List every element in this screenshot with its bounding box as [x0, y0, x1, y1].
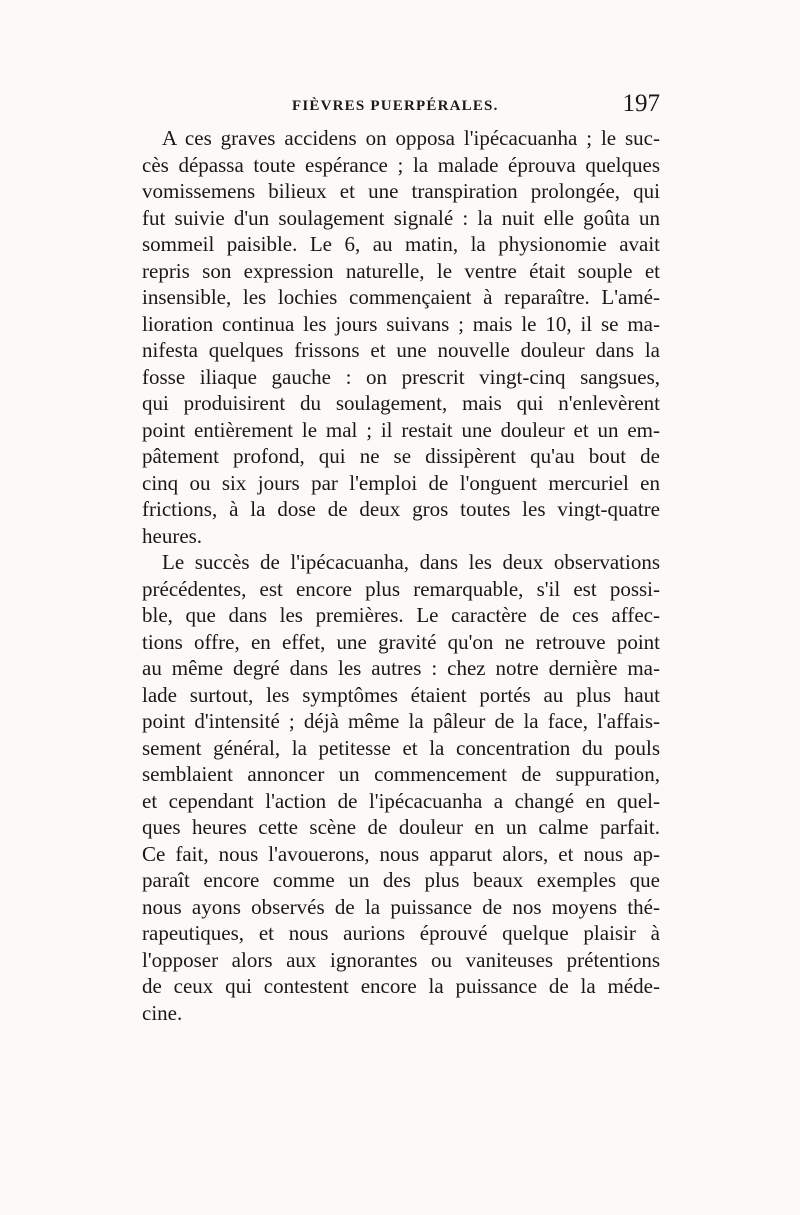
body-text: [142, 125, 660, 1026]
page-number: 197: [622, 90, 660, 117]
text-line: heures.: [142, 523, 203, 548]
text-line: Le succès de l'ipécacuanha, dans les deux observations: [162, 550, 660, 574]
text-line: nous ayons observés de la puissance de nos moyens thé-: [142, 894, 660, 919]
text-line: Ce fait, nous l'avouerons, nous apparut alors, et nous ap-: [142, 841, 660, 866]
text-line: au même degré dans les autres : chez notre dernière ma-: [142, 656, 660, 680]
text-line: rapeutiques, et nous aurions éprouvé quelque plaisir à: [142, 921, 660, 945]
paragraph-2: [142, 549, 660, 1026]
text-line: précédentes, est encore plus remarquable, s'il est possi-: [142, 576, 660, 601]
text-line: cinq ou six jours par l'emploi de l'onguent mercuriel en: [142, 470, 660, 495]
text-line: nifesta quelques frissons et une nouvelle douleur dans la: [142, 338, 660, 362]
text-line: semblaient annoncer un commencement de suppuration,: [142, 762, 660, 786]
text-line: lade surtout, les symptômes étaient portés au plus haut: [142, 682, 660, 707]
text-line: paraît encore comme un des plus beaux exemples que: [142, 868, 660, 892]
text-line: l'opposer alors aux ignorantes ou vaniteuses prétentions: [142, 947, 660, 972]
text-line: lioration continua les jours suivans ; mais le 10, il se ma-: [142, 311, 660, 336]
text-line: cine.: [142, 1000, 183, 1025]
text-line: point d'intensité ; déjà même la pâleur de la face, l'affais-: [142, 709, 660, 733]
text-line: pâtement profond, qui ne se dissipèrent qu'au bout de: [142, 444, 660, 468]
text-line: cès dépassa toute espérance ; la malade éprouva quelques: [142, 152, 660, 177]
text-line: tions offre, en effet, une gravité qu'on ne retrouve point: [142, 629, 660, 654]
running-title: FIÈVRES PUERPÉRALES.: [292, 98, 499, 114]
text-line: fosse iliaque gauche : on prescrit vingt-cinq sangsues,: [142, 364, 660, 389]
text-line: et cependant l'action de l'ipécacuanha a changé en quel-: [142, 788, 660, 813]
text-line: ques heures cette scène de douleur en un calme parfait.: [142, 815, 660, 839]
text-line: point entièrement le mal ; il restait une douleur et un em-: [142, 417, 660, 442]
text-line: sommeil paisible. Le 6, au matin, la physionomie avait: [142, 232, 660, 256]
text-line: frictions, à la dose de deux gros toutes les vingt-quatre: [142, 497, 660, 521]
text-line: vomissemens bilieux et une transpiration prolongée, qui: [142, 179, 660, 203]
text-line: fut suivie d'un soulagement signalé : la nuit elle goûta un: [142, 205, 660, 230]
text-line: insensible, les lochies commençaient à reparaître. L'amé-: [142, 285, 660, 309]
text-line: sement général, la petitesse et la concentration du pouls: [142, 735, 660, 760]
text-line: ble, que dans les premières. Le caractère de ces affec-: [142, 603, 660, 627]
running-head: [142, 90, 660, 124]
text-line: repris son expression naturelle, le ventre était souple et: [142, 258, 660, 283]
text-line: de ceux qui contestent encore la puissance de la méde-: [142, 974, 660, 998]
text-line: A ces graves accidens on opposa l'ipécacuanha ; le suc-: [162, 126, 660, 150]
text-line: qui produisirent du soulagement, mais qui n'enlevèrent: [142, 391, 660, 415]
paragraph-1: [142, 125, 660, 549]
